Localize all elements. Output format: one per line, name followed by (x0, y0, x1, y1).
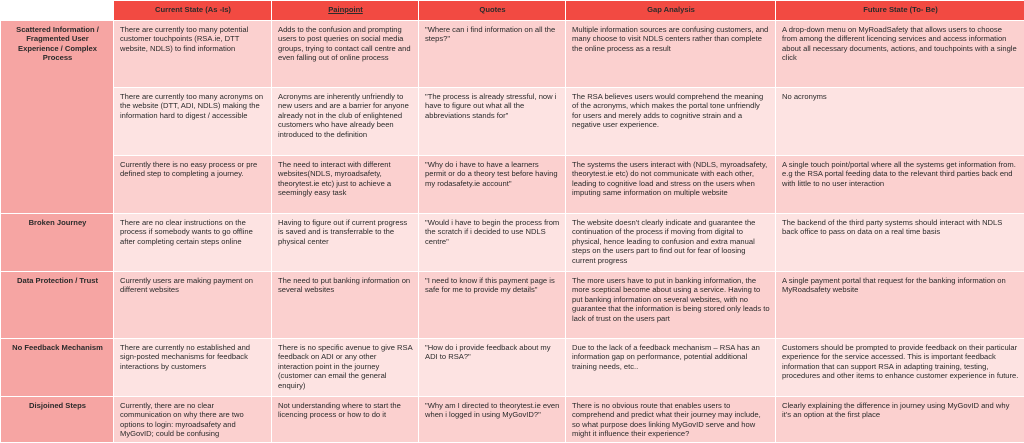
table-row (1, 88, 1024, 156)
category-broken-journey: Broken Journey (1, 214, 114, 272)
painpoint-cell: Acronyms are inherently unfriendly to new users and are a barrier for anyone already not in the club of enlightened customers who have already been introduced to the definition (272, 88, 419, 156)
category-scattered-information: Scattered Information / Fragmented User Experience / Complex Process (1, 21, 114, 214)
category-data-protection: Data Protection / Trust (1, 272, 114, 339)
header-current-state: Current State (As -Is) (114, 1, 272, 21)
header-painpoint: Painpoint (272, 1, 419, 21)
current-state-cell: Currently users are making payment on different websites (114, 272, 272, 339)
painpoint-cell: The need to put banking information on several websites (272, 272, 419, 339)
quote-cell: "How do i provide feedback about my ADI to RSA?" (419, 339, 566, 397)
quote-cell: "Where can i find information on all the steps?" (419, 21, 566, 88)
future-state-cell: The backend of the third party systems should interact with NDLS back office to pass on data on a real time basis (776, 214, 1024, 272)
gap-analysis-cell: Due to the lack of a feedback mechanism – RSA has an information gap on performance, potential additional training needs, etc.. (566, 339, 776, 397)
quote-cell: "The process is already stressful, now i have to figure out what all the abbreviations stands for" (419, 88, 566, 156)
header-future-state: Future State (To- Be) (776, 1, 1024, 21)
quote-cell: "I need to know if this payment page is safe for me to provide my details" (419, 272, 566, 339)
current-state-cell: There are no clear instructions on the process if somebody wants to go offline after completing certain steps online (114, 214, 272, 272)
painpoint-cell: The need to interact with different websites(NDLS, myroadsafety, theorytest.ie etc) just to achieve a seemingly easy task (272, 156, 419, 214)
gap-analysis-cell: The systems the users interact with (NDLS, myroadsafety, theorytest.ie etc) do not communicate with each other, leading to cognitive load and stress on the users when imputing same information on multiple website (566, 156, 776, 214)
future-state-cell: No acronyms (776, 88, 1024, 156)
table-row (1, 156, 1024, 214)
quote-cell: "Why am I directed to theorytest.ie even when i logged in using MyGovID?" (419, 397, 566, 443)
future-state-cell: A single touch point/portal where all the systems get information from. e.g the RSA portal feeding data to the relevant third parties back end with little to no user interaction (776, 156, 1024, 214)
painpoint-cell: Not understanding where to start the licencing process or how to do it (272, 397, 419, 443)
gap-analysis-cell: Multiple information sources are confusing customers, and many choose to visit NDLS centers rather than complete the online process as a result (566, 21, 776, 88)
table-row (1, 339, 1024, 397)
table-row (1, 397, 1024, 443)
header-quotes: Quotes (419, 1, 566, 21)
quote-cell: "Why do i have to have a learners permit or do a theory test before having my rodasafety.ie account" (419, 156, 566, 214)
header-corner (1, 1, 114, 21)
header-row (1, 1, 1024, 21)
table-row (1, 21, 1024, 88)
current-state-cell: There are currently no established and sign-posted mechanisms for feedback interactions by customers (114, 339, 272, 397)
table-row (1, 272, 1024, 339)
painpoint-cell: There is no specific avenue to give RSA feedback on ADI or any other interaction point in the journey (customer can email the general enquiry) (272, 339, 419, 397)
future-state-cell: Customers should be prompted to provide feedback on their particular experience for the service accessed. This is important feedback information that can support RSA in adapting training, testing, procedures and other items to enhance customer experience in future. (776, 339, 1024, 397)
quote-cell: "Would i have to begin the process from the scratch if i decided to use NDLS centre" (419, 214, 566, 272)
painpoint-cell: Adds to the confusion and prompting users to post queries on social media groups, trying to contact call centre and even falling out of online process (272, 21, 419, 88)
table-row (1, 214, 1024, 272)
gap-analysis-cell: The website doesn't clearly indicate and guarantee the continuation of the process if moving from digital to physical, hence leading to confusion and extra manual steps on the users part to find out for fear of loosing current progress (566, 214, 776, 272)
current-state-cell: Currently there is no easy process or pre defined step to completing a journey. (114, 156, 272, 214)
future-state-cell: A single payment portal that request for the banking information on MyRoadsafety website (776, 272, 1024, 339)
category-no-feedback: No Feedback Mechanism (1, 339, 114, 397)
future-state-cell: Clearly explaining the difference in journey using MyGovID and why it's an option at the first place (776, 397, 1024, 443)
gap-analysis-cell: The more users have to put in banking information, the more sceptical become about using a service. Having to put banking information on several websites, with no guarantee that the information is being stored only leads to lack of trust on the users part (566, 272, 776, 339)
gap-analysis-cell: The RSA believes users would comprehend the meaning of the acronyms, which makes the portal tone unfriendly for users and merely adds to cognitive strain and a negative user experience. (566, 88, 776, 156)
current-state-cell: There are currently too many acronyms on the website (DTT, ADI, NDLS) making the information hard to digest / accessible (114, 88, 272, 156)
current-state-cell: Currently, there are no clear communication on why there are two options to login: myroadsafety and MyGovID; could be confusing (114, 397, 272, 443)
current-state-cell: There are currently too many potential customer touchpoints (RSA.ie, DTT website, NDLS) to find information (114, 21, 272, 88)
gap-analysis-cell: There is no obvious route that enables users to comprehend and predict what their journey may include, so what purpose does linking MyGovID serve and how might it influence their experience? (566, 397, 776, 443)
future-state-cell: A drop-down menu on MyRoadSafety that allows users to choose from among the different licencing services and access information about all necessary documents, actions, and touchpoints with a single click (776, 21, 1024, 88)
category-disjoined-steps: Disjoined Steps (1, 397, 114, 443)
painpoint-cell: Having to figure out if current progress is saved and is transferrable to the physical center (272, 214, 419, 272)
header-gap-analysis: Gap Analysis (566, 1, 776, 21)
